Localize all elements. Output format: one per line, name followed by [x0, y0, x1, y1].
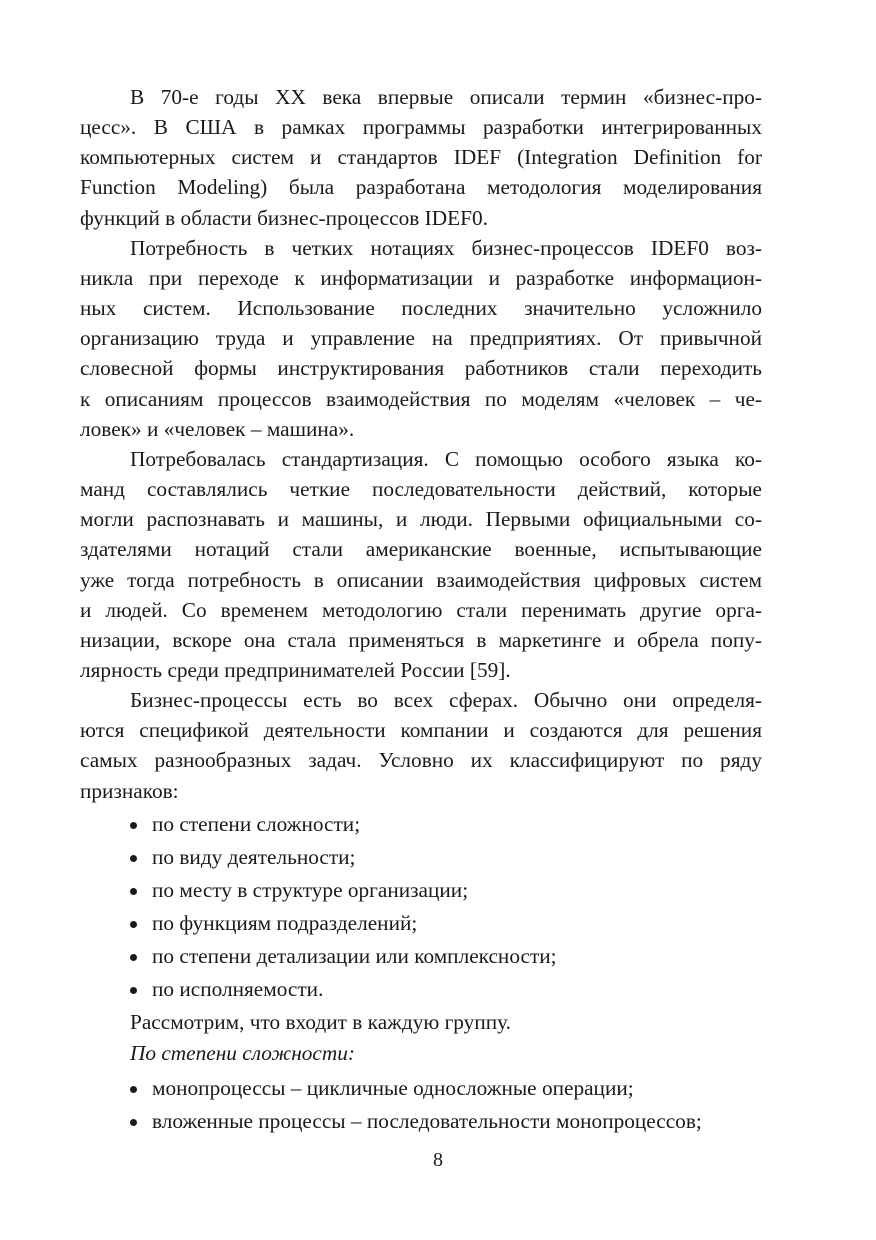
list-item [130, 940, 762, 973]
text-line: низации, вскоре она стала применяться в маркетинге и обрела попу- [80, 627, 762, 652]
list-item-text: по степени сложности; [152, 811, 361, 836]
text-line: ных систем. Использование последних значительно усложнило [80, 296, 762, 321]
bullet-icon [130, 855, 137, 862]
paragraph-4 [80, 685, 762, 806]
text-line: никла при переходе к информатизации и разработке информацион- [80, 265, 762, 290]
list-item [130, 1072, 762, 1105]
text-line: Потребовалась стандартизация. С помощью особого языка ко- [130, 446, 762, 471]
text-line: Потребность в четких нотациях бизнес-процессов IDEF0 воз- [130, 235, 762, 260]
list-item-text: вложенные процессы – последовательности монопроцессов; [152, 1109, 702, 1134]
text-line: самых разнообразных задач. Условно их классифицируют по ряду [80, 748, 762, 773]
paragraph-3 [80, 444, 762, 685]
text-line: и людей. Со временем методологию стали перенимать другие орга- [80, 597, 762, 622]
transition-line: Рассмотрим, что входит в каждую группу. [130, 1009, 511, 1034]
text-line: функций в области бизнес-процессов IDEF0. [80, 205, 488, 230]
list-item-text: по месту в структуре организации; [152, 877, 469, 902]
page-body [80, 82, 762, 1138]
text-line: к описаниям процессов взаимодействия по моделям «человек – че- [80, 386, 762, 411]
bullet-icon [130, 888, 137, 895]
paragraph-2 [80, 233, 762, 444]
list-item [130, 907, 762, 940]
text-line: признаков: [80, 778, 179, 803]
text-line: могли распознавать и машины, и люди. Первыми официальными со- [80, 507, 762, 532]
text-line: ловек» и «человек – машина». [80, 416, 355, 441]
complexity-list [80, 1072, 762, 1138]
list-item-text: по функциям подразделений; [152, 910, 418, 935]
criteria-list [80, 808, 762, 1006]
text-line: уже тогда потребность в описании взаимодействия цифровых систем [80, 567, 762, 592]
bullet-icon [130, 987, 137, 994]
list-item-text: по исполняемости. [152, 976, 324, 1001]
text-line: организацию труда и управление на предприятиях. От привычной [80, 326, 762, 351]
text-line: словесной формы инструктирования работников стали переходить [80, 356, 762, 381]
subheading: По степени сложности: [130, 1040, 355, 1065]
list-item [130, 1105, 762, 1138]
bullet-icon [130, 822, 137, 829]
text-line: лярность среди предпринимателей России [59]. [80, 657, 511, 682]
bullet-icon [130, 954, 137, 961]
list-item-text: по степени детализации или комплексности; [152, 943, 557, 968]
list-item [130, 874, 762, 907]
list-item [130, 841, 762, 874]
page-number: 8 [433, 1149, 443, 1171]
text-line: Function Modeling) была разработана методология моделирования [80, 175, 762, 200]
list-item [130, 808, 762, 841]
text-line: Бизнес-процессы есть во всех сферах. Обычно они определя- [130, 688, 762, 713]
bullet-icon [130, 921, 137, 928]
bullet-icon [130, 1086, 137, 1093]
text-line: здателями нотаций стали американские военные, испытывающие [80, 537, 762, 562]
list-item [130, 973, 762, 1006]
list-item-text: по виду деятельности; [152, 844, 356, 869]
text-line: цесс». В США в рамках программы разработки интегрированных [80, 115, 762, 140]
text-line: манд составлялись четкие последовательности действий, которые [80, 477, 762, 502]
list-item-text: монопроцессы – цикличные односложные операции; [152, 1076, 634, 1101]
text-line: компьютерных систем и стандартов IDEF (Integration Definition for [80, 145, 762, 170]
text-line: ются спецификой деятельности компании и создаются для решения [80, 718, 762, 743]
paragraph-1 [80, 82, 762, 233]
text-line: В 70-е годы XX века впервые описали термин «бизнес-про- [130, 85, 762, 109]
bullet-icon [130, 1119, 137, 1126]
